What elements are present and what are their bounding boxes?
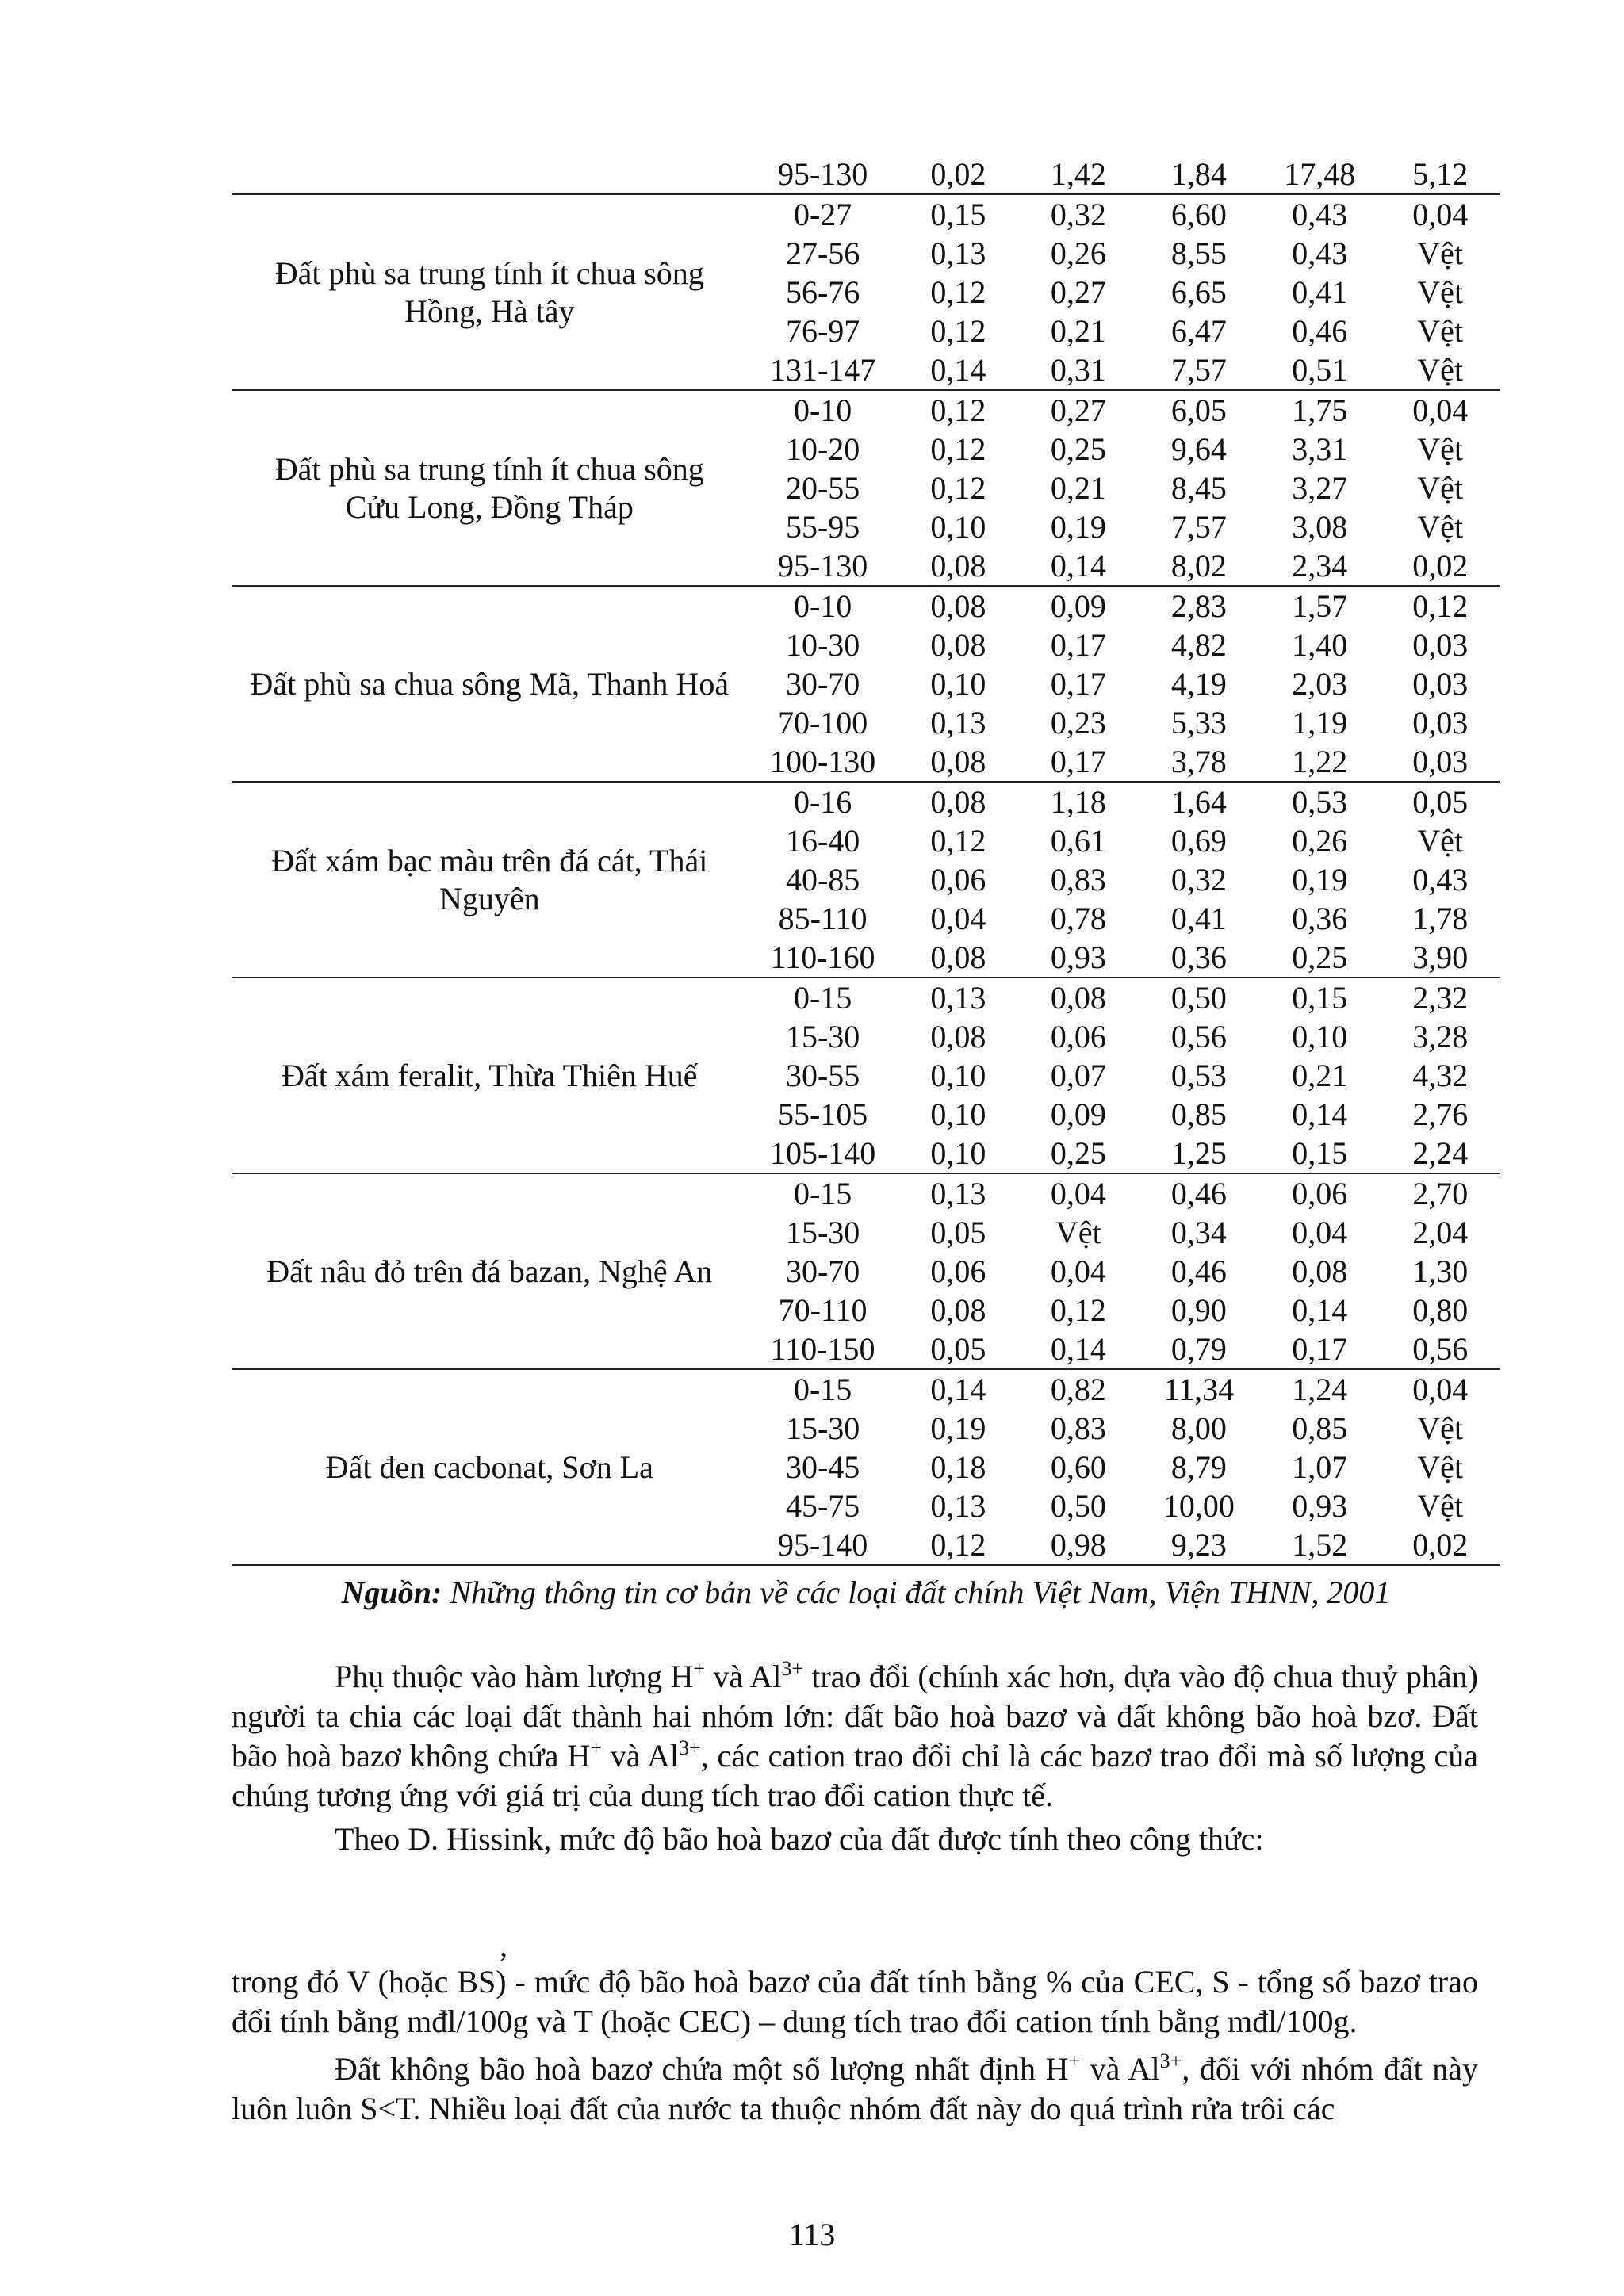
table-cell: 131-147 [769,352,876,388]
table-cell: 0,41 [1292,274,1348,310]
table-cell: 0,85 [1170,1096,1227,1132]
soil-name-cell: Đất phù sa trung tính ít chua sông Cửu Long, Đồng Tháp [232,390,748,586]
table-cell: 0,08 [1292,1253,1348,1289]
table-cell: 0,61 [1050,823,1106,859]
table-row [232,1173,1500,1213]
table-cell: 0,09 [1050,1096,1106,1132]
superscript: 3+ [1159,2049,1182,2072]
table-cell: 55-95 [785,509,860,545]
table-cell: 0,53 [1170,1058,1227,1093]
table-cell: 1,40 [1292,627,1348,663]
table-cell: 1,64 [1139,782,1259,821]
table-cell: 0,31 [1050,352,1106,388]
table-cell: 0,17 [1292,1331,1348,1367]
table-cell: 0,05 [930,1215,986,1250]
table-cell: Vệt [1417,509,1464,545]
table-cell: 0,08 [930,744,986,779]
table-cell: 1,75 [1259,390,1380,430]
table-cell: 100-130 [769,744,876,779]
table-cell: 0,43 [1292,235,1348,271]
table-cell: 0,03 [1412,666,1469,702]
table-source-note [232,1574,1500,1611]
table-cell: 110-160 [770,939,875,975]
table-cell: Vệt [1417,1410,1464,1446]
table-cell: 5,33 [1170,705,1227,740]
table-cell: 0,46 [1139,1173,1259,1213]
table-cell: 0,13 [930,705,986,740]
table-cell: 0,14 [1292,1096,1348,1132]
table-cell: Vệt [1417,352,1464,388]
table-cell: 0,08 [930,1292,986,1328]
table-cell: 0,03 [1412,627,1469,663]
table-cell: 0,09 [1018,586,1139,626]
table-cell: 3,08 [1292,509,1348,545]
table-cell: 0,12 [898,390,1019,430]
table-cell: 1,18 [1018,782,1139,821]
table-cell: Vệt [1055,1215,1101,1250]
table-row [232,194,1500,234]
table-cell: 0,10 [930,1096,986,1132]
table-cell: 1,22 [1292,744,1348,779]
table-cell: 2,24 [1412,1135,1469,1171]
table-cell: 1,57 [1259,586,1380,626]
table-cell: 30-55 [785,1058,860,1093]
table-cell: 1,25 [1170,1135,1227,1171]
table-cell: 0,27 [1050,274,1106,310]
table-cell: 6,65 [1170,274,1227,310]
table-cell: 0,56 [1170,1019,1227,1054]
table-cell: 0,06 [930,862,986,897]
table-cell: 0,17 [1050,666,1106,702]
table-cell: 0-15 [748,978,898,1017]
table-cell: 0,53 [1259,782,1380,821]
superscript: 3+ [781,1657,803,1680]
soil-name-cell: Đất nâu đỏ trên đá bazan, Nghệ An [232,1173,748,1369]
table-cell: 0,13 [898,1173,1019,1213]
table-cell: 11,34 [1139,1369,1259,1409]
table-cell: 10,00 [1162,1488,1235,1524]
table-cell: 0-27 [748,194,898,234]
table-cell: 95-140 [748,1525,898,1565]
table-cell: 70-110 [778,1292,868,1328]
table-cell: Vệt [1417,235,1464,271]
table-cell: 2,70 [1380,1173,1500,1213]
soil-name-cell: Đất xám bạc màu trên đá cát, Thái Nguyên [232,782,748,978]
table-cell: 0,12 [930,431,986,467]
table-cell: 95-130 [777,548,868,584]
table-cell: 0-10 [748,390,898,430]
table-cell: 0,04 [1380,194,1500,234]
table-row [232,782,1500,821]
paragraph-2: Theo D. Hissink, mức độ bão hoà bazơ của đất được tính theo công thức: [335,1821,1264,1857]
table-cell: 55-105 [777,1096,868,1132]
table-cell: 6,47 [1170,313,1227,349]
table-cell: 0,13 [930,235,986,271]
table-cell: 0,08 [930,939,986,975]
table-cell: 0,06 [1259,1173,1380,1213]
table-cell: 56-76 [785,274,860,310]
table-cell: 16-40 [785,823,860,859]
table-cell: 0,03 [1412,744,1469,779]
table-cell: 0,93 [1292,1488,1348,1524]
table-cell: 0,21 [1292,1058,1348,1093]
table-cell: 0,15 [1259,978,1380,1017]
table-cell: 0,19 [930,1410,986,1446]
table-cell: 3,31 [1292,431,1348,467]
table-cell: 0-16 [748,782,898,821]
table-cell: 1,19 [1292,705,1348,740]
table-cell: 0,12 [930,274,986,310]
superscript: 3+ [679,1736,701,1759]
superscript: + [693,1657,706,1680]
page-number: 113 [788,2217,836,2252]
table-cell: 0,56 [1412,1331,1469,1367]
table-cell: 105-140 [769,1135,876,1171]
text-span: , các cation trao đổi chỉ là các bazơ trao đổi mà số lượng của chúng tương ứng với giá trị của dung tích trao đổi cation thực tế. [232,1738,1479,1813]
table-cell: 0,36 [1292,901,1348,936]
table-cell: 2,34 [1292,548,1348,584]
table-cell: 0,02 [898,155,1019,194]
table-cell: 0,90 [1170,1292,1227,1328]
table-cell: 0,04 [1380,1369,1500,1409]
table-cell: 0,19 [1050,509,1106,545]
table-cell: 0,12 [930,313,986,349]
table-cell: 0,14 [898,1369,1019,1409]
table-cell: 0,08 [930,548,986,584]
table-cell: 5,12 [1380,155,1500,194]
table-cell: 0,21 [1050,313,1106,349]
table-cell: 8,00 [1170,1410,1227,1446]
text-span: và Al [1080,2051,1160,2087]
table-cell: 2,76 [1412,1096,1469,1132]
superscript: + [590,1736,602,1759]
paragraph-3: trong đó V (hoặc BS) - mức độ bão hoà bazơ của đất tính bằng % của CEC, S - tổng số bazơ trao đổi tính bằng mđl/100g và T (hoặc CEC) – dung tích trao đổi cation tính bằng mđl/100g. [232,1964,1478,2039]
table-cell: 0,14 [1050,1331,1106,1367]
table-cell: 8,79 [1170,1449,1227,1485]
table-cell: 1,24 [1259,1369,1380,1409]
table-cell: 0,14 [1050,548,1106,584]
table-cell: 0,10 [930,1058,986,1093]
table-cell: 4,32 [1412,1058,1469,1093]
table-cell: 3,28 [1412,1019,1469,1054]
table-cell: 1,30 [1412,1253,1469,1289]
table-cell: 0,12 [930,823,986,859]
table-cell: 0,04 [1292,1215,1348,1250]
table-cell: 0,18 [930,1449,986,1485]
table-cell: 0,21 [1050,470,1106,506]
table-cell: 0,93 [1050,939,1106,975]
soil-data-table [232,155,1500,1566]
table-cell: 110-150 [770,1331,875,1367]
table-cell: 4,19 [1170,666,1227,702]
table-cell: 0,51 [1292,352,1348,388]
table-cell: 0,10 [930,1135,986,1171]
table-cell: 6,05 [1139,390,1259,430]
table-cell: 0,14 [1292,1292,1348,1328]
table-cell: 2,03 [1292,666,1348,702]
text-span: Phụ thuộc vào hàm lượng H [335,1659,694,1694]
paragraph-1 [232,1657,1478,1816]
table-cell: 0,17 [1050,627,1106,663]
table-cell: 0,10 [1292,1019,1348,1054]
table-cell: 0-15 [748,1173,898,1213]
table-cell: Vệt [1417,431,1464,467]
table-row [232,978,1500,1017]
table-cell: 95-130 [748,155,898,194]
table-cell: 7,57 [1170,509,1227,545]
table-cell: 0,06 [930,1253,986,1289]
table-cell: 0,82 [1018,1369,1139,1409]
table-cell: 1,42 [1018,155,1139,194]
soil-table-body [232,155,1500,1565]
table-cell: 27-56 [785,235,860,271]
table-cell: 0,07 [1050,1058,1106,1093]
table-cell: 0,98 [1018,1525,1139,1565]
table-cell: 7,57 [1170,352,1227,388]
table-cell: 0,80 [1412,1292,1469,1328]
table-cell: 0,12 [1380,586,1500,626]
table-row [232,586,1500,626]
table-cell: 15-30 [785,1410,860,1446]
table-cell: 0,32 [1170,862,1227,897]
table-cell: 3,78 [1170,744,1227,779]
table-cell: 0,78 [1050,901,1106,936]
table-cell: Vệt [1417,274,1464,310]
table-cell: Vệt [1417,1449,1464,1485]
table-cell: 0,79 [1170,1331,1227,1367]
table-cell: 2,04 [1412,1215,1469,1250]
table-cell: 70-100 [777,705,868,740]
superscript: + [1068,2049,1081,2072]
table-cell: 0,85 [1292,1410,1348,1446]
table-row [232,390,1500,430]
table-cell: 40-85 [785,862,860,897]
table-cell: 8,02 [1170,548,1227,584]
table-cell: 0,46 [1292,313,1348,349]
soil-name-cell: Đất phù sa chua sông Mã, Thanh Hoá [232,586,748,782]
table-cell: 0,10 [930,666,986,702]
text-span: , đối với nhóm đất này luôn luôn S<T. Nhiều loại đất của nước ta thuộc nhóm đất này do quá trình rửa trôi các [232,2051,1478,2126]
table-cell: 20-55 [785,470,860,506]
table-cell: 0,12 [930,470,986,506]
table-cell: 0,02 [1380,1525,1500,1565]
table-cell: 2,83 [1139,586,1259,626]
table-cell: 0,04 [1050,1253,1106,1289]
table-cell: 0,27 [1018,390,1139,430]
table-row [232,155,1500,194]
table-cell: 30-70 [785,666,860,702]
table-cell: 45-75 [785,1488,860,1524]
table-cell: 0,83 [1050,862,1106,897]
table-cell: 0-10 [748,586,898,626]
table-cell: 0,36 [1170,939,1227,975]
soil-name-cell: Đất xám feralit, Thừa Thiên Huế [232,978,748,1173]
table-cell: 10-20 [785,431,860,467]
table-cell: 15-30 [785,1019,860,1054]
table-cell: 0,19 [1292,862,1348,897]
text-span: Đất không bão hoà bazơ chứa một số lượng nhất định H [335,2051,1069,2087]
table-cell: 0,02 [1412,548,1469,584]
table-cell: 9,23 [1139,1525,1259,1565]
table-cell: 0,03 [1412,705,1469,740]
table-cell: 0,50 [1050,1488,1106,1524]
formula-comma: , [500,1927,508,1963]
table-row [232,1369,1500,1409]
source-label: Nguồn: [341,1575,442,1610]
table-cell: 0,06 [1050,1019,1106,1054]
table-cell: 8,55 [1170,235,1227,271]
table-cell: 0,41 [1170,901,1227,936]
paragraph-4 [232,2049,1478,2129]
table-cell: 0,08 [898,782,1019,821]
table-cell: 1,78 [1412,901,1469,936]
table-cell: 0,10 [930,509,986,545]
table-cell: 0,08 [930,627,986,663]
table-cell: Vệt [1417,823,1464,859]
table-cell: 1,84 [1139,155,1259,194]
table-cell: 4,82 [1170,627,1227,663]
table-cell: 0,32 [1018,194,1139,234]
table-cell: 8,45 [1170,470,1227,506]
table-cell: 0,08 [930,1019,986,1054]
table-cell: 3,90 [1412,939,1469,975]
table-cell: 0,04 [930,901,986,936]
table-cell: 6,60 [1139,194,1259,234]
table-cell: 0,25 [1292,939,1348,975]
source-text: Những thông tin cơ bản về các loại đất chính Việt Nam, Viện THNN, 2001 [442,1575,1391,1610]
soil-name-cell: Đất phù sa trung tính ít chua sông Hồng, Hà tây [232,194,748,390]
table-cell: 0,25 [1050,1135,1106,1171]
table-cell: 0,15 [898,194,1019,234]
table-cell: 0,83 [1050,1410,1106,1446]
table-cell: 1,52 [1259,1525,1380,1565]
table-cell: 2,32 [1380,978,1500,1017]
table-cell: 0,50 [1139,978,1259,1017]
table-cell: 0,13 [898,978,1019,1017]
table-cell: Vệt [1417,313,1464,349]
table-cell: 0,69 [1170,823,1227,859]
table-cell: 0,12 [898,1525,1019,1565]
table-cell: 17,48 [1259,155,1380,194]
text-span: và Al [601,1738,680,1774]
table-cell: 30-45 [785,1449,860,1485]
table-cell: 0,23 [1050,705,1106,740]
soil-name-cell: Đất đen cacbonat, Sơn La [232,1369,748,1565]
table-cell: 0,14 [930,352,986,388]
table-cell: 0,43 [1259,194,1380,234]
table-cell: 30-70 [785,1253,860,1289]
table-cell: 0,15 [1292,1135,1348,1171]
table-cell: Vệt [1417,1488,1464,1524]
table-cell: 0,13 [930,1488,986,1524]
table-cell: 0,08 [1018,978,1139,1017]
table-cell: 0,17 [1050,744,1106,779]
table-cell: 85-110 [778,901,868,936]
table-cell: 1,07 [1292,1449,1348,1485]
table-cell: 76-97 [785,313,860,349]
table-cell: 0-15 [748,1369,898,1409]
table-cell: 0,60 [1050,1449,1106,1485]
table-cell: 3,27 [1292,470,1348,506]
table-cell: 0,34 [1170,1215,1227,1250]
table-cell: 0,04 [1380,390,1500,430]
table-cell: 0,05 [930,1331,986,1367]
text-span: trao đổi (chính xác hơn, dựa vào độ chua thuỷ phân) người ta chia các loại đất thành hai nhóm lớn: đất bão hoà bazơ và đất không bão hoà bzơ. Đất bão hoà bazơ không chứa H [232,1659,1479,1774]
soil-name-cell [232,155,748,194]
table-cell: Vệt [1417,470,1464,506]
table-cell: 9,64 [1170,431,1227,467]
table-cell: 0,26 [1050,235,1106,271]
table-cell: 0,46 [1170,1253,1227,1289]
table-cell: 0,43 [1412,862,1469,897]
text-span: và Al [705,1659,782,1694]
table-cell: 0,04 [1018,1173,1139,1213]
table-cell: 0,12 [1050,1292,1106,1328]
table-cell: 15-30 [785,1215,860,1250]
table-cell: 0,25 [1050,431,1106,467]
table-cell: 0,05 [1380,782,1500,821]
table-cell: 10-30 [785,627,860,663]
table-cell: 0,26 [1292,823,1348,859]
table-cell: 0,08 [898,586,1019,626]
